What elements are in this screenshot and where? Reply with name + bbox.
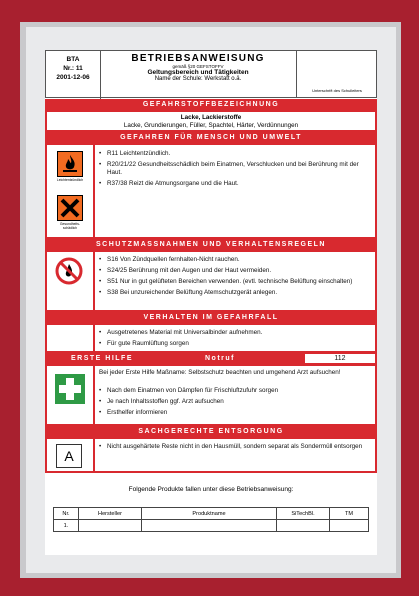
doc-number: Nr.: 11 (63, 65, 83, 72)
list-item: • S38 Bei unzureichender Belüftung Atemschutzgerät anlegen. (99, 289, 375, 297)
list-item: • Ersthelfer informieren (99, 409, 375, 417)
products-note: Folgende Produkte fallen unter diese Betriebsanweisung: (128, 486, 294, 493)
document-id (46, 51, 101, 101)
col-sitechbl: SiTechBl. (277, 508, 330, 520)
firstaid-intro: Bei jeder Erste Hilfe Maßname: Selbstschutz beachten und umgehend Arzt aufsuchen! (99, 369, 341, 376)
disposal-title-bar: SACHGERECHTE ENTSORGUNG (45, 426, 377, 437)
danger-icon-cell (47, 325, 95, 351)
firstaid-title-bar (45, 353, 377, 364)
col-hersteller: Hersteller (79, 508, 142, 520)
substance-box (45, 110, 377, 132)
header-title-block (101, 51, 295, 97)
emergency-label: Notruf (205, 355, 235, 362)
disposal-a-icon: A (56, 444, 82, 468)
list-item: • S51 Nur in gut gelüfteten Bereichen verwenden. (evtl. technische Belüftung einschalten) (99, 278, 375, 286)
danger-title-bar: VERHALTEN IM GEFAHRFALL (45, 312, 377, 323)
firstaid-title: ERSTE HILFE (71, 355, 134, 362)
table-cell (142, 520, 277, 532)
protection-icons (47, 252, 95, 310)
signature-field (296, 51, 377, 97)
disposal-box (45, 437, 377, 473)
list-item: • R11 Leichtentzündlich. (99, 150, 375, 158)
no-fire-icon (55, 257, 83, 285)
protection-title-bar: SCHUTZMASSNAHMEN UND VERHALTENSREGELN (45, 239, 377, 250)
col-produktname: Produktname (142, 508, 277, 520)
substance-title-bar: GEFAHRSTOFFBEZEICHNUNG (45, 99, 377, 110)
hazards-title-bar: GEFAHREN FÜR MENSCH UND UMWELT (45, 132, 377, 143)
doc-code: BTA (66, 56, 80, 63)
sheet-header (45, 50, 377, 98)
scope-heading: Geltungsbereich und Tätigkeiten (147, 69, 249, 76)
firstaid-list (99, 387, 375, 420)
col-tm: TM (330, 508, 369, 520)
hazards-list (99, 150, 375, 191)
substance-list: Lacke, Grundierungen, Füller, Spachtel, Härter, Verdünnungen (123, 122, 299, 129)
page-title: BETRIEBSANWEISUNG (131, 53, 265, 64)
flame-icon (57, 151, 83, 177)
substance-name: Lacke, Lackierstoffe (180, 114, 242, 121)
hazards-box (45, 143, 377, 239)
harmful-x-icon (57, 195, 83, 221)
emergency-number: 112 (305, 354, 375, 363)
danger-box (45, 323, 377, 353)
list-item: • S24/25 Berührung mit den Augen und der Haut vermeiden. (99, 267, 375, 275)
table-cell (79, 520, 142, 532)
list-item: • Nach dem Einatmen von Dämpfen für Frischluftzufuhr sorgen (99, 387, 375, 395)
list-item: • Für gute Raumlüftung sorgen (99, 340, 375, 348)
flammable-label: Leichtentzündlich (56, 178, 84, 182)
firstaid-icon-cell (47, 366, 95, 424)
firstaid-box (45, 364, 377, 426)
page-subtitle: gemäß §20 GEFSTOFFV (172, 64, 224, 69)
instruction-sheet (45, 50, 377, 555)
table-row (54, 520, 369, 532)
harmful-label: Gesundheits-schädlich (59, 222, 81, 230)
danger-list (99, 329, 375, 351)
list-item: • Je nach Inhaltsstoffen ggf. Arzt aufsuchen (99, 398, 375, 406)
hazard-icons (47, 145, 95, 237)
row-nr-cell: 1. (54, 520, 79, 532)
list-item: • Nicht ausgehärtete Reste nicht in den Hausmüll, sondern separat als Sondermüll entsorgen (99, 443, 375, 451)
doc-date: 2001-12-06 (56, 74, 90, 81)
products-table (53, 507, 369, 532)
disposal-icon-cell (47, 439, 95, 471)
signature-label: Unterschrift des Schulleiters (312, 88, 362, 93)
protection-box (45, 250, 377, 312)
table-cell (330, 520, 369, 532)
table-cell (277, 520, 330, 532)
table-header-row (54, 508, 369, 520)
school-name: Name der Schule: Werkstatt o.ä. (154, 76, 242, 82)
list-item: • R37/38 Reizt die Atmungsorgane und die Haut. (99, 180, 375, 188)
protection-list (99, 256, 375, 300)
list-item: • S16 Von Zündquellen fernhalten-Nicht rauchen. (99, 256, 375, 264)
list-item: • R20/21/22 Gesundheitsschädlich beim Einatmen, Verschlucken und bei Berührung mit der Haut. (99, 161, 375, 177)
list-item: • Ausgetretenes Material mit Universalbinder aufnehmen. (99, 329, 375, 337)
disposal-list (99, 443, 375, 454)
first-aid-cross-icon (55, 374, 85, 404)
col-nr: Nr. (54, 508, 79, 520)
